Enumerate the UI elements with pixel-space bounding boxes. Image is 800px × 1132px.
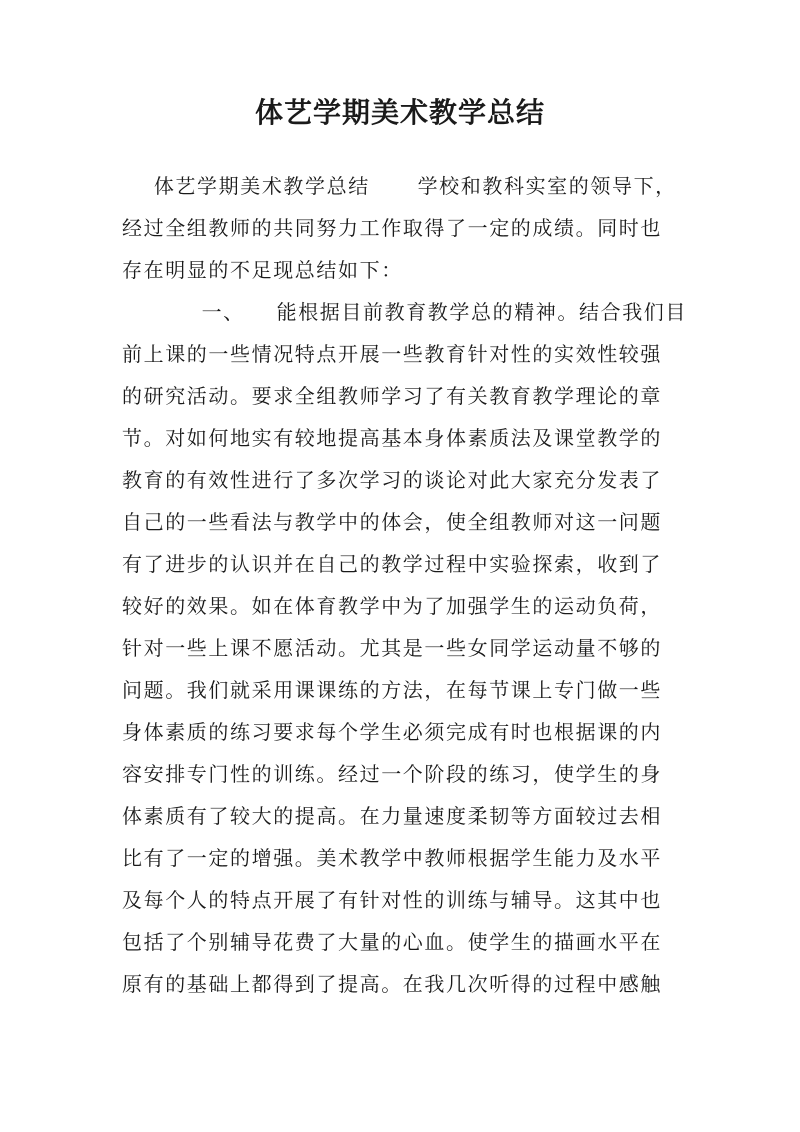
paragraph-line: 包括了个别辅导花费了大量的心血。使学生的描画水平在	[122, 930, 662, 954]
paragraph-line: 存在明显的不足现总结如下：	[122, 258, 403, 282]
paragraph-line: 原有的基础上都得到了提高。在我几次听得的过程中感触	[122, 972, 662, 996]
paragraph-line: 体素质有了较大的提高。在力量速度柔韧等方面较过去相	[122, 804, 662, 828]
paragraph-line: 的研究活动。要求全组教师学习了有关教育教学理论的章	[122, 384, 662, 408]
paragraph-line: 比有了一定的增强。美术教学中教师根据学生能力及水平	[122, 846, 662, 870]
paragraph-line: 前上课的一些情况特点开展一些教育针对性的实效性较强	[122, 342, 662, 366]
paragraph-line: 节。对如何地实有较地提高基本身体素质法及课堂教学的	[122, 426, 662, 450]
paragraph-line: 一、 能根据目前教育教学总的精神。结合我们目	[122, 300, 688, 324]
paragraph-line: 容安排专门性的训练。经过一个阶段的练习，使学生的身	[122, 762, 662, 786]
paragraph-line: 有了进步的认识并在自己的教学过程中实验探索，收到了	[122, 552, 662, 576]
paragraph-line: 问题。我们就采用课课练的方法，在每节课上专门做一些	[122, 678, 662, 702]
document-title: 体艺学期美术教学总结	[254, 96, 545, 129]
paragraph-line: 体艺学期美术教学总结 学校和教科实室的领导下，	[122, 174, 677, 198]
paragraph-line: 身体素质的练习要求每个学生必须完成有时也根据课的内	[122, 720, 662, 744]
paragraph-line: 针对一些上课不愿活动。尤其是一些女同学运动量不够的	[122, 636, 662, 660]
paragraph-line: 较好的效果。如在体育教学中为了加强学生的运动负荷，	[122, 594, 662, 618]
paragraph-line: 及每个人的特点开展了有针对性的训练与辅导。这其中也	[122, 888, 662, 912]
paragraph-line: 教育的有效性进行了多次学习的谈论对此大家充分发表了	[122, 468, 662, 492]
paragraph-line: 经过全组教师的共同努力工作取得了一定的成绩。同时也	[122, 216, 662, 240]
paragraph-line: 自己的一些看法与教学中的体会，使全组教师对这一问题	[122, 510, 662, 534]
